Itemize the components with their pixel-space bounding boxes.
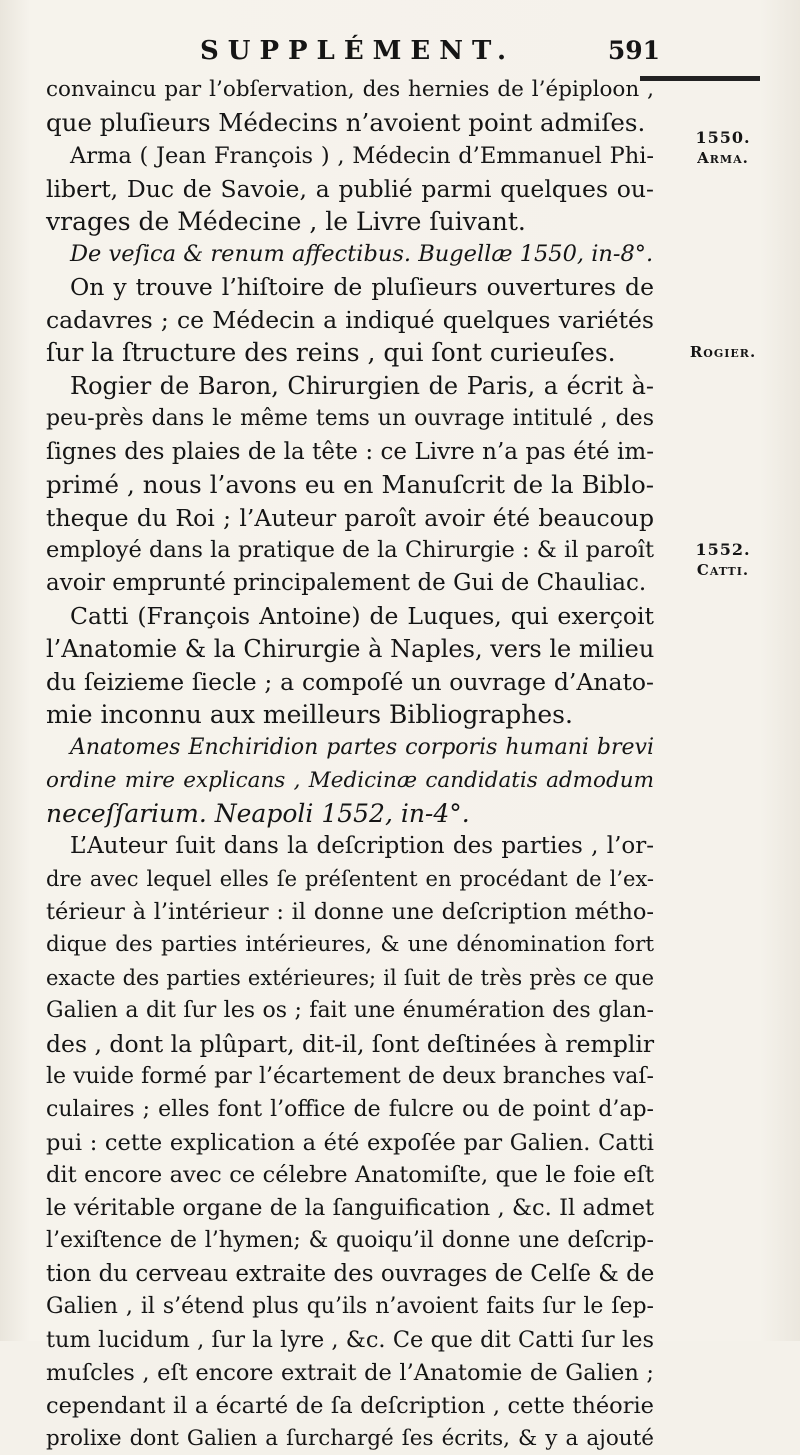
- text-line: exacte des parties extérieures; il ſuit de très près ce que: [46, 966, 654, 991]
- header-rule: [640, 76, 760, 81]
- text-line: peu-près dans le même tems un ouvrage intitulé , des: [46, 405, 654, 431]
- running-title: SUPPLÉMENT.: [200, 36, 516, 66]
- text-line: pui : cette explication a été expoſée par Galien. Catti: [46, 1129, 654, 1156]
- margin-note-catti: [664, 540, 782, 580]
- text-line: ordine mire explicans , Medicinæ candidatis admodum: [46, 767, 654, 793]
- text-line: theque du Roi ; l’Auteur paroît avoir été beaucoup: [46, 503, 654, 532]
- text-line: dique des parties intérieures, & une dénomination fort: [46, 932, 654, 958]
- text-line: des , dont la plûpart, dit-il, ſont deſtinées à remplir: [46, 1029, 655, 1058]
- text-line: Anatomes Enchiridion partes corporis humani brevi: [70, 734, 654, 760]
- text-line: le vuide formé par l’écartement de deux branches vaſ-: [46, 1063, 654, 1089]
- text-line: ſur la ſtructure des reins , qui ſont curieuſes.: [46, 338, 616, 368]
- text-line: neceſſarium. Neapoli 1552, in-4°.: [46, 798, 470, 828]
- text-line: tum lucidum , ſur la lyre , &c. Ce que dit Catti ſur les: [46, 1326, 654, 1353]
- text-line: l’Anatomie & la Chirurgie à Naples, vers le milieu: [46, 635, 655, 664]
- text-line: l’exiſtence de l’hymen; & quoiqu’il donne une deſcrip-: [46, 1228, 654, 1254]
- text-line: culaires ; elles font l’office de fulcre ou de point d’ap-: [46, 1096, 654, 1122]
- text-line: cadavres ; ce Médecin a indiqué quelques variétés: [46, 306, 654, 335]
- margin-note-arma: [664, 128, 782, 168]
- text-line: muſcles , eſt encore extrait de l’Anatomie de Galien ;: [46, 1359, 654, 1386]
- text-line: cependant il a écarté de ſa deſcription , cette théorie: [46, 1392, 654, 1419]
- margin-note-rogier: [664, 342, 782, 362]
- text-line: On y trouve l’hiſtoire de pluſieurs ouvertures de: [70, 273, 654, 302]
- text-line: libert, Duc de Savoie, a publié parmi quelques ou-: [46, 174, 654, 203]
- text-line: mie inconnu aux meilleurs Bibliographes.: [46, 699, 573, 729]
- margin-note-name: Rogier.: [689, 343, 757, 361]
- text-line: ſignes des plaies de la tête : ce Livre n’a pas été im-: [46, 438, 654, 465]
- text-line: De veſica & renum affectibus. Bugellæ 1550, in-8°.: [70, 241, 654, 268]
- margin-note-year: 1552.: [695, 540, 751, 559]
- text-line: Arma ( Jean François ) , Médecin d’Emmanuel Phi-: [70, 142, 654, 169]
- text-line: dit encore avec ce célebre Anatomiſte, que le foie eſt: [46, 1162, 654, 1189]
- margin-note-name: Catti.: [696, 561, 750, 579]
- text-line: le véritable organe de la ſanguification , &c. Il admet: [46, 1195, 654, 1222]
- text-line: tion du cerveau extraite des ouvrages de Celſe & de: [46, 1261, 655, 1288]
- body-text: [46, 74, 654, 1455]
- text-line: dre avec lequel elles ſe préſentent en procédant de l’ex-: [46, 867, 654, 892]
- margin-note-year: 1550.: [695, 128, 751, 147]
- text-line: Galien , il s’étend plus qu’ils n’avoient faits ſur le ſep-: [46, 1293, 654, 1319]
- text-line: primé , nous l’avons eu en Manuſcrit de la Biblo-: [46, 469, 654, 499]
- text-line: Galien a dit ſur les os ; fait une énumération des glan-: [46, 997, 654, 1023]
- text-line: convaincu par l’obſervation, des hernies de l’épiploon ,: [46, 77, 654, 102]
- text-line: du ſeizieme ſiecle ; a compoſé un ouvrage d’Anato-: [46, 668, 654, 697]
- page-header: [50, 30, 660, 70]
- text-line: employé dans la pratique de la Chirurgie : & il paroît: [46, 537, 654, 564]
- text-line: L’Auteur ſuit dans la deſcription des parties , l’or-: [70, 833, 654, 860]
- margin-note-name: Arma.: [697, 149, 749, 167]
- text-line: Catti (François Antoine) de Luques, qui exerçoit: [70, 602, 654, 631]
- text-line: avoir emprunté principalement de Gui de Chauliac.: [46, 570, 647, 597]
- text-line: Rogier de Baron, Chirurgien de Paris, a écrit à-: [70, 372, 654, 401]
- text-line: que pluſieurs Médecins n’avoient point admiſes.: [46, 107, 646, 137]
- text-line: vrages de Médecine , le Livre ſuivant.: [46, 206, 526, 236]
- text-line: prolixe dont Galien a ſurchargé ſes écrits, & y a ajouté: [46, 1425, 654, 1451]
- page-number: 591: [607, 36, 660, 65]
- text-line: térieur à l’intérieur : il donne une deſcription métho-: [46, 899, 654, 926]
